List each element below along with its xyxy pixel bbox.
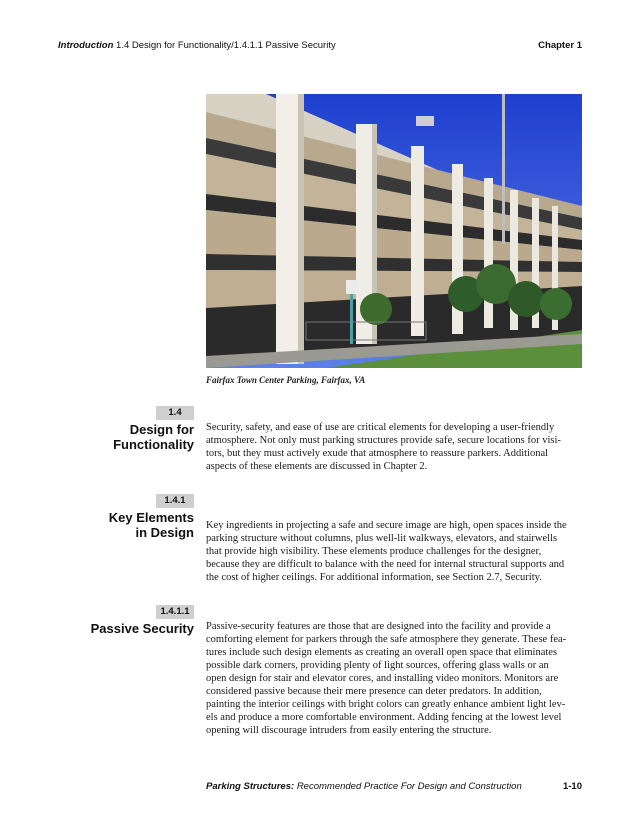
page-number: 1-10 [562,781,582,792]
section-title-line: Key Elements [108,510,194,525]
section-title-line: in Design [135,525,194,540]
parking-garage-photo [206,94,582,368]
section-title-design-for-functionality [113,422,194,452]
section-title-line: Functionality [113,437,194,452]
figure-caption: Fairfax Town Center Parking, Fairfax, VA [206,375,366,385]
body-line: tures include such design elements as creating an overall open space that eliminates [206,647,558,658]
section-title-passive-security [91,621,194,636]
body-line: Key ingredients in projecting a safe and secure image are high, open spaces inside the [206,520,567,531]
body-line: aspects of these elements are discussed in Chapter 2. [206,461,428,472]
body-line: because they are difficult to balance with the need for internal structural supports and [206,559,565,570]
section-number-1-4-1-1: 1.4.1.1 [156,605,194,619]
body-line: open design for stair and elevator cores, and installing video monitors. Monitors are [206,673,559,684]
body-line: comforting element for parkers through the safe atmosphere they generate. These fea- [206,634,567,645]
header-path: 1.4 Design for Functionality/1.4.1.1 Passive Security [116,40,336,51]
section-body-1-4-1 [206,519,581,584]
section-title-line: Passive Security [90,621,194,636]
body-line: considered passive because their mere presence can deter predators. In addition, [206,686,542,697]
section-number-1-4: 1.4 [156,406,194,420]
body-line: atmosphere. Not only must parking structures provide safe, secure locations for visi- [206,435,561,446]
body-line: opening will discourage intruders from easily entering the structure. [206,725,492,736]
body-line: els and produce a more comfortable environment. Adding fencing at the lowest level [206,712,562,723]
section-title-line: Design for [129,422,194,437]
footer-subtitle: Recommended Practice For Design and Construction [296,781,522,792]
body-line: tors, but they must actively exude that atmosphere to reassure parkers. Additional [206,448,549,459]
body-line: parking structure without columns, plus well-lit walkways, elevators, and stairwells [206,533,558,544]
section-number-1-4-1: 1.4.1 [156,494,194,508]
running-footer [206,781,582,792]
header-section: Introduction [58,40,114,51]
body-line: that provide high visibility. These elements produce challenges for the designer, [206,546,542,557]
body-line: possible dark corners, providing plenty of light sources, offering glass walls or an [206,660,549,671]
running-header [58,40,582,51]
header-breadcrumb [58,40,336,51]
header-chapter: Chapter 1 [538,40,582,51]
body-line: the cost of higher ceilings. For additional information, see Section 2.7, Security. [206,572,542,583]
footer-title-block [206,781,522,792]
section-body-1-4-1-1 [206,620,581,737]
footer-title: Parking Structures: [206,781,295,792]
section-title-key-elements [109,510,194,540]
body-line: painting the interior ceilings with bright colors can greatly enhance ambient light lev- [206,699,566,710]
body-line: Security, safety, and ease of use are critical elements for developing a user-friendly [206,422,555,433]
body-line: Passive-security features are those that are designed into the facility and provide a [206,621,551,632]
section-body-1-4 [206,421,581,473]
